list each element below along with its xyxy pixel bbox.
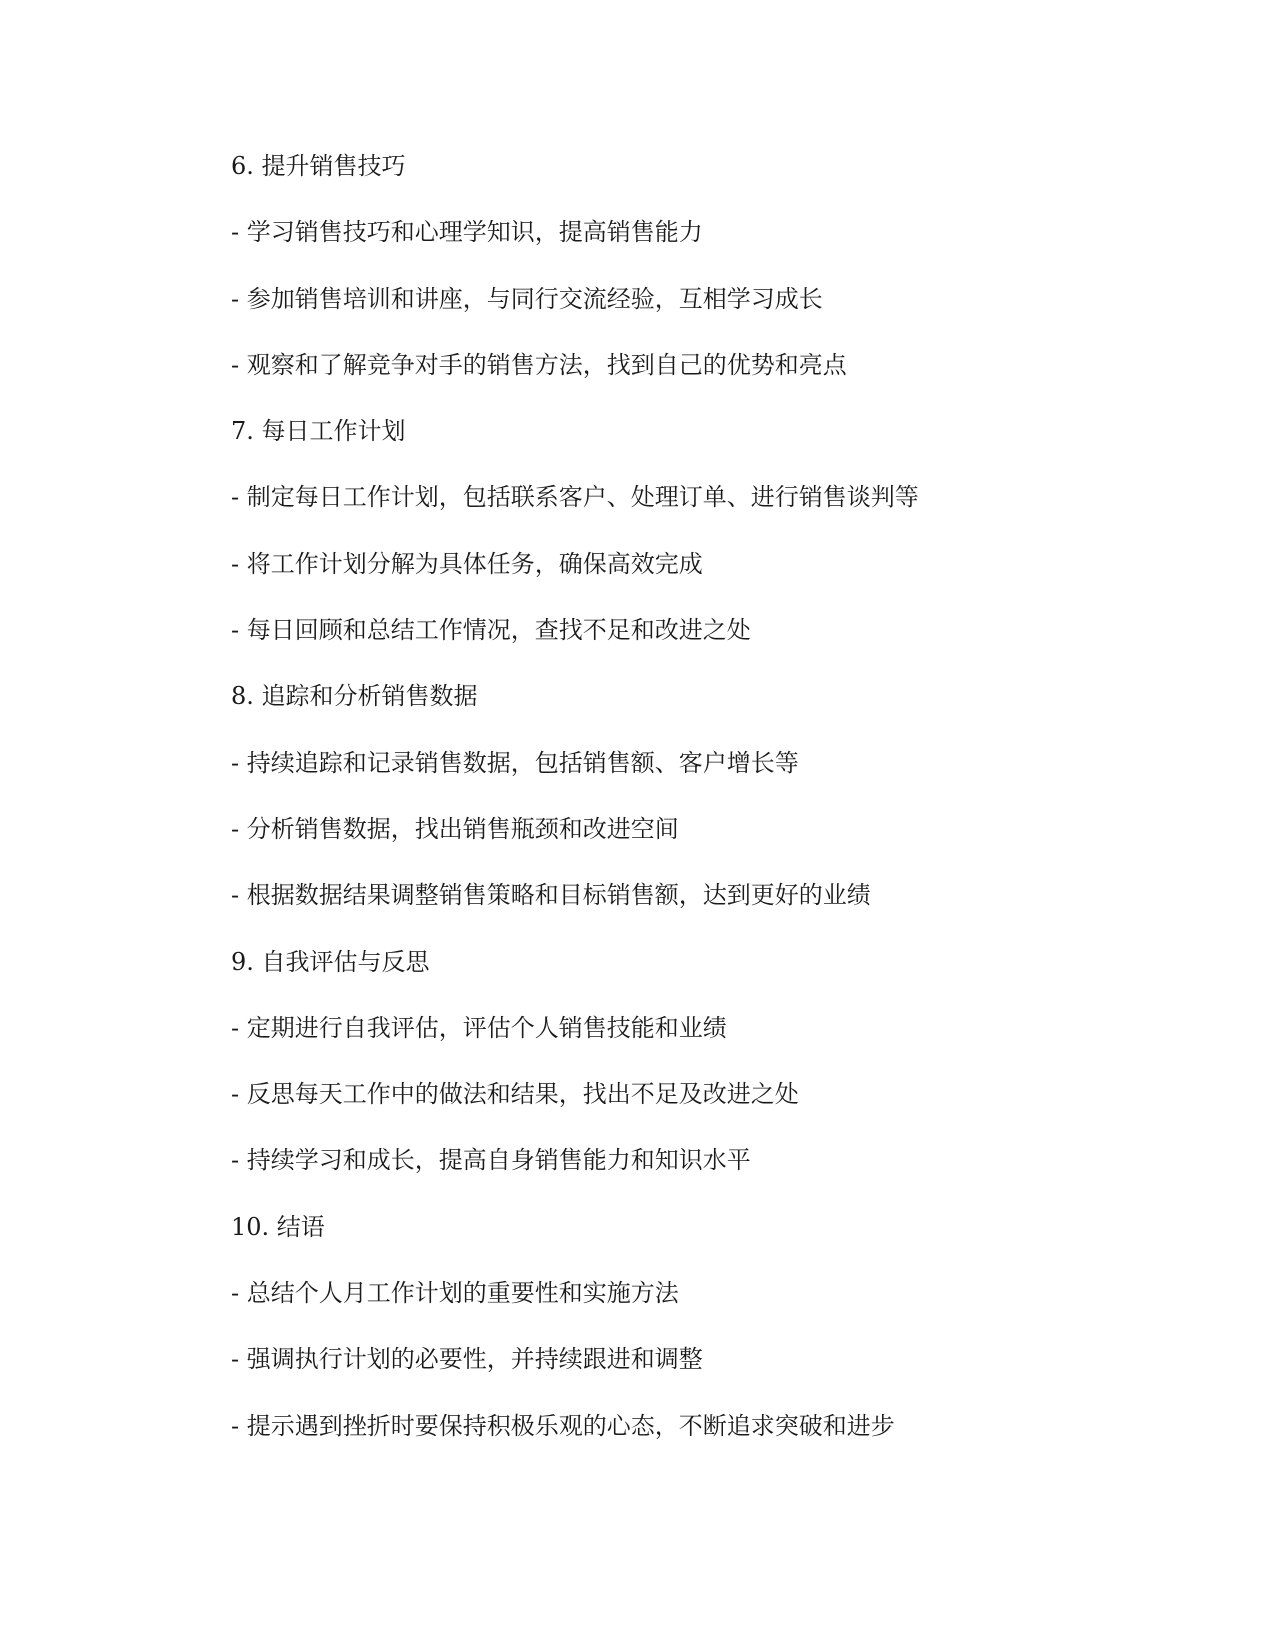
list-item: - 持续追踪和记录销售数据，包括销售额、客户增长等: [231, 748, 799, 777]
list-item: - 总结个人月工作计划的重要性和实施方法: [231, 1279, 679, 1308]
section-heading-8: 8. 追踪和分析销售数据: [231, 682, 478, 711]
list-item: - 将工作计划分解为具体任务，确保高效完成: [231, 549, 703, 578]
list-item: - 学习销售技巧和心理学知识，提高销售能力: [231, 218, 703, 247]
list-item: - 参加销售培训和讲座，与同行交流经验，互相学习成长: [231, 284, 823, 313]
list-item: - 每日回顾和总结工作情况，查找不足和改进之处: [231, 616, 751, 645]
list-item: - 反思每天工作中的做法和结果，找出不足及改进之处: [231, 1080, 799, 1109]
section-heading-7: 7. 每日工作计划: [231, 417, 406, 446]
list-item: - 提示遇到挫折时要保持积极乐观的心态，不断追求突破和进步: [231, 1411, 895, 1440]
document-body: [231, 140, 1131, 1466]
list-item: - 强调执行计划的必要性，并持续跟进和调整: [231, 1345, 703, 1374]
list-item: - 根据数据结果调整销售策略和目标销售额，达到更好的业绩: [231, 881, 871, 910]
list-item: - 制定每日工作计划，包括联系客户、处理订单、进行销售谈判等: [231, 483, 919, 512]
list-item: - 定期进行自我评估，评估个人销售技能和业绩: [231, 1013, 727, 1042]
list-item: - 持续学习和成长，提高自身销售能力和知识水平: [231, 1146, 751, 1175]
section-heading-9: 9. 自我评估与反思: [231, 947, 430, 976]
list-item: - 分析销售数据，找出销售瓶颈和改进空间: [231, 814, 679, 843]
section-heading-10: 10. 结语: [231, 1212, 325, 1241]
section-heading-6: 6. 提升销售技巧: [231, 152, 406, 180]
list-item: - 观察和了解竞争对手的销售方法，找到自己的优势和亮点: [231, 350, 847, 379]
